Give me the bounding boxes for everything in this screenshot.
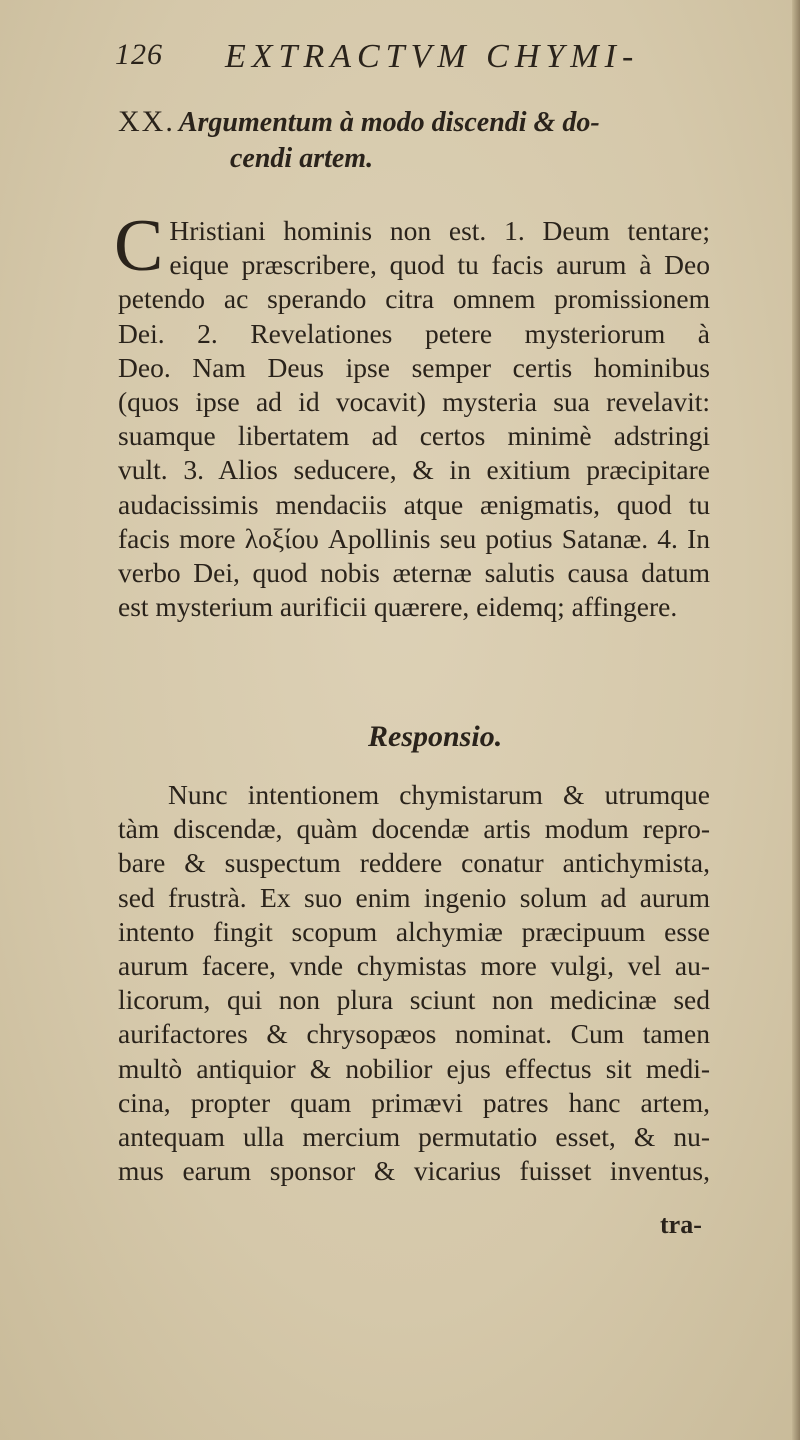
text-line: antequam ulla mercium permutatio esset, & nu- bbox=[118, 1121, 710, 1153]
text-line: (quos ipse ad id vocavit) mysteria sua revelavit: bbox=[118, 386, 710, 418]
text-line: tàm discendæ, quàm docendæ artis modum repro- bbox=[118, 813, 710, 845]
section-number: XX. bbox=[118, 105, 175, 138]
paragraph-response bbox=[118, 778, 710, 1188]
text-line: bare & suspectum reddere conatur antichymista, bbox=[118, 847, 710, 879]
text-line: Nunc intentionem chymistarum & utrumque bbox=[168, 779, 710, 810]
section-title: Argumentum à modo discendi & do- bbox=[178, 107, 600, 138]
text-line: Hristiani hominis non est. 1. Deum tentare; bbox=[169, 215, 710, 246]
text-line: audacissimis mendaciis atque ænigmatis, quod tu bbox=[118, 488, 710, 520]
running-title: EXTRACTVM CHYMI- bbox=[225, 38, 640, 75]
page-edge bbox=[792, 0, 800, 1440]
page-header bbox=[115, 38, 675, 88]
section-heading bbox=[118, 105, 678, 175]
text-line: suamque libertatem ad certos minimè adstringi bbox=[118, 420, 710, 452]
text-line: est mysterium aurificii quærere, eidemq; affingere. bbox=[118, 591, 678, 623]
drop-cap: C bbox=[114, 205, 164, 287]
text-line: vult. 3. Alios seducere, & in exitium præcipitare bbox=[118, 454, 710, 486]
text-line: Deo. Nam Deus ipse semper certis hominibus bbox=[118, 351, 710, 383]
text-line: Dei. 2. Revelationes petere mysteriorum à bbox=[118, 317, 710, 349]
paragraph-argument bbox=[114, 205, 710, 624]
text-line: aurifactores & chrysopæos nominat. Cum tamen bbox=[118, 1018, 710, 1050]
text-line: multò antiquior & nobilior ejus effectus sit medi- bbox=[118, 1052, 710, 1084]
page-number: 126 bbox=[115, 38, 163, 71]
section-title-continuation: cendi artem. bbox=[230, 143, 374, 174]
text-line: eique præscribere, quod tu facis aurum à Deo bbox=[169, 249, 710, 281]
text-line: cina, propter quam primævi patres hanc artem, bbox=[118, 1086, 710, 1118]
text-line: licorum, qui non plura sciunt non medicinæ sed bbox=[118, 984, 710, 1016]
text-line: aurum facere, vnde chymistas more vulgi, vel au- bbox=[118, 950, 710, 982]
text-line: petendo ac sperando citra omnem promissionem bbox=[118, 283, 710, 315]
text-line: verbo Dei, quod nobis æternæ salutis causa datum bbox=[118, 557, 710, 589]
catchword: tra- bbox=[660, 1210, 702, 1239]
text-line: intento fingit scopum alchymiæ præcipuum esse bbox=[118, 915, 710, 947]
text-line: mus earum sponsor & vicarius fuisset inventus, bbox=[118, 1155, 710, 1187]
text-line: sed frustrà. Ex suo enim ingenio solum ad aurum bbox=[118, 881, 710, 913]
response-heading: Responsio. bbox=[368, 720, 503, 753]
text-line: facis more λοξίου Apollinis seu potius Satanæ. 4. In bbox=[118, 522, 710, 554]
